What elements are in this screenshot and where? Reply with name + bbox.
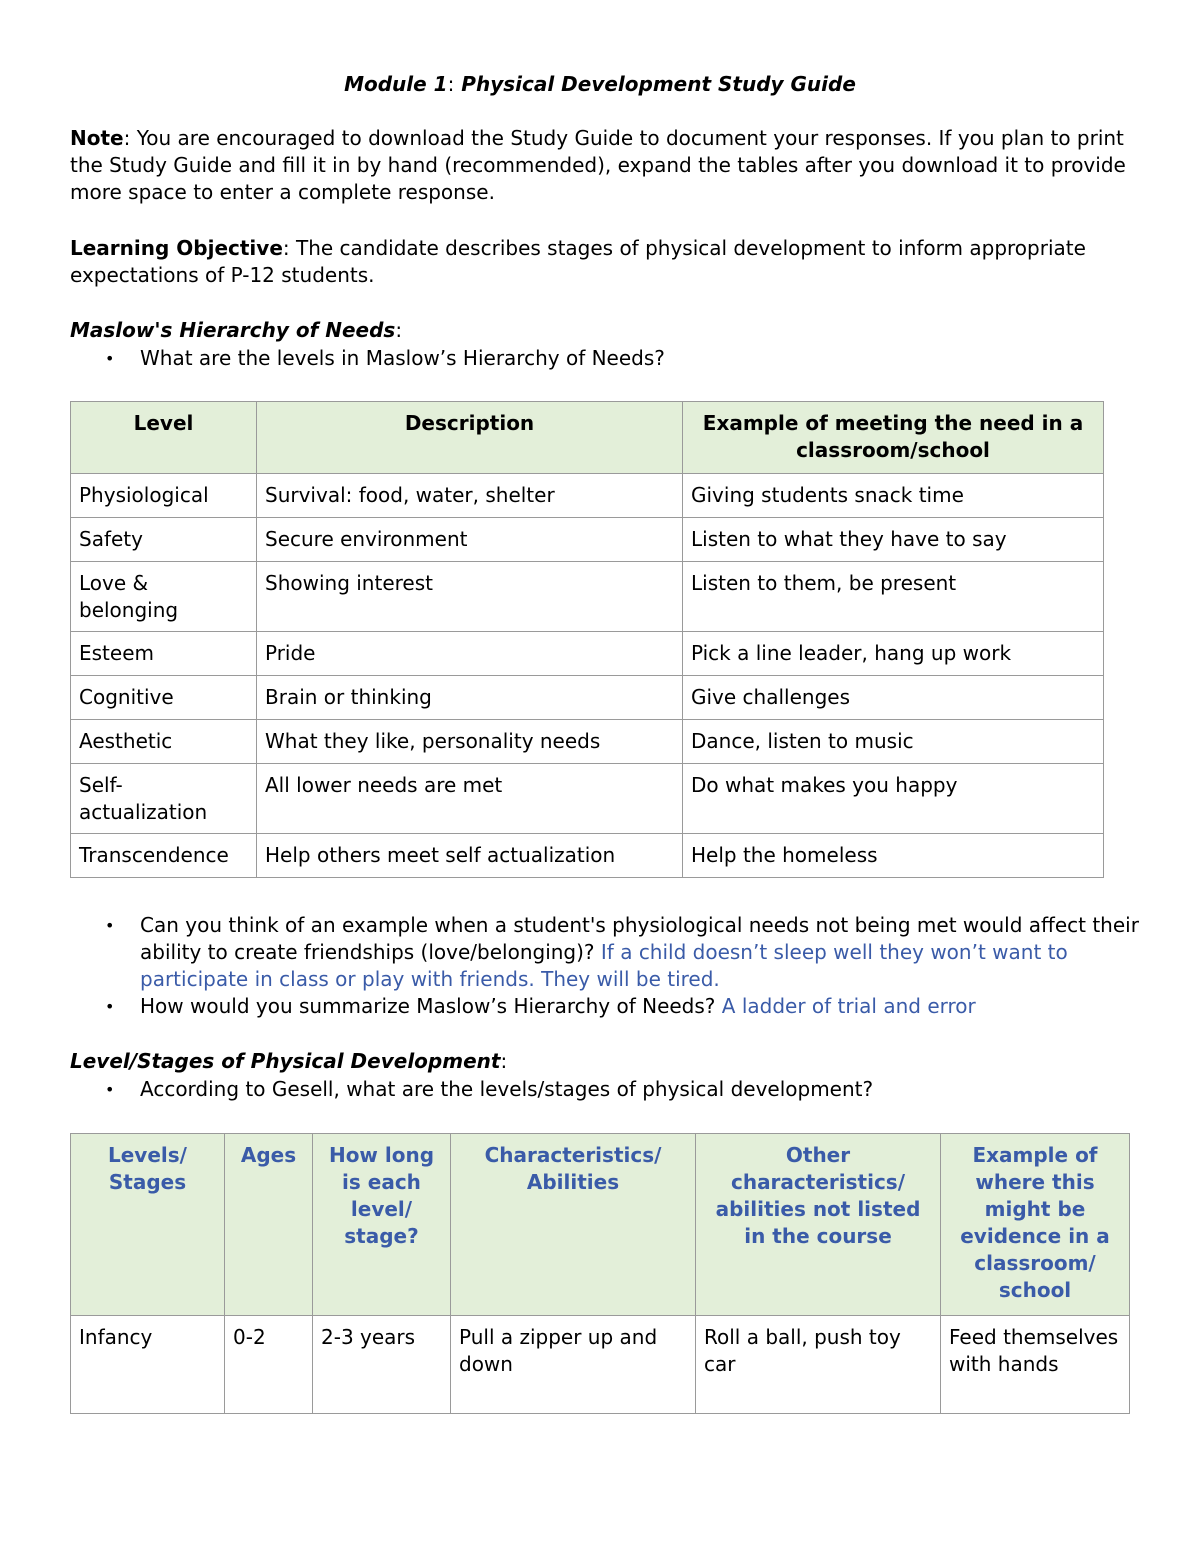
bullet-icon: •	[105, 349, 115, 368]
stage-other-cell: Roll a ball, push toy car	[696, 1316, 941, 1414]
stage-example-cell: Feed themselves with hands	[941, 1316, 1130, 1414]
title-rest: Physical Development Study Guide	[454, 72, 856, 96]
objective-paragraph	[70, 235, 1140, 289]
stage-characteristics-cell: Pull a zipper up and down	[451, 1316, 696, 1414]
maslow-example-cell: Giving students snack time	[683, 474, 1104, 518]
table-row	[71, 1316, 1130, 1414]
table-row	[71, 720, 1104, 764]
followup-question: Can you think of an example when a student's physiological needs not being met would affect their ability to create friendships (love/belonging)?	[140, 913, 1139, 964]
stages-header-cell: Ages	[225, 1134, 313, 1316]
list-item	[70, 993, 1140, 1020]
list-item	[70, 912, 1140, 993]
maslow-level-cell: Cognitive	[71, 676, 257, 720]
maslow-level-cell: Love & belonging	[71, 562, 257, 632]
stage-ages-cell: 0-2	[225, 1316, 313, 1414]
maslow-description-cell: Survival: food, water, shelter	[257, 474, 683, 518]
maslow-example-cell: Pick a line leader, hang up work	[683, 632, 1104, 676]
followup-answer: A ladder of trial and error	[715, 994, 976, 1018]
stages-question-list	[70, 1076, 1140, 1103]
maslow-description-cell: Pride	[257, 632, 683, 676]
list-item	[70, 1076, 1140, 1103]
maslow-table-header-row	[71, 402, 1104, 474]
maslow-section-heading	[70, 317, 1140, 344]
maslow-level-cell: Transcendence	[71, 834, 257, 878]
note-paragraph	[70, 125, 1140, 206]
table-row	[71, 562, 1104, 632]
objective-text: : The candidate describes stages of physical development to inform appropriate expectations of P-12 students.	[70, 236, 1086, 287]
maslow-description-cell: Showing interest	[257, 562, 683, 632]
maslow-description-cell: All lower needs are met	[257, 764, 683, 834]
maslow-example-cell: Listen to what they have to say	[683, 518, 1104, 562]
stages-header-cell: Example of where this might be evidence in a classroom/ school	[941, 1134, 1130, 1316]
stages-question: According to Gesell, what are the levels/stages of physical development?	[140, 1077, 874, 1101]
maslow-heading-suffix: :	[395, 318, 403, 342]
maslow-question: What are the levels in Maslow’s Hierarchy of Needs?	[140, 346, 665, 370]
note-label: Note	[70, 126, 124, 150]
table-row	[71, 518, 1104, 562]
followup-question: How would you summarize Maslow’s Hierarchy of Needs?	[140, 994, 716, 1018]
stage-name-cell: Infancy	[71, 1316, 225, 1414]
stages-header-cell: Characteristics/ Abilities	[451, 1134, 696, 1316]
stages-table-header-row	[71, 1134, 1130, 1316]
table-row	[71, 834, 1104, 878]
maslow-example-cell: Dance, listen to music	[683, 720, 1104, 764]
maslow-example-cell: Listen to them, be present	[683, 562, 1104, 632]
maslow-description-cell: Help others meet self actualization	[257, 834, 683, 878]
title-colon: :	[447, 72, 455, 96]
bullet-icon: •	[105, 916, 115, 935]
maslow-level-cell: Physiological	[71, 474, 257, 518]
table-row	[71, 632, 1104, 676]
maslow-example-cell: Do what makes you happy	[683, 764, 1104, 834]
list-item	[70, 345, 1140, 372]
maslow-header-cell: Description	[257, 402, 683, 474]
maslow-question-list	[70, 345, 1140, 372]
bullet-icon: •	[105, 997, 115, 1016]
stages-table	[70, 1133, 1130, 1414]
stages-heading: Level/Stages of Physical Development	[70, 1049, 501, 1073]
followup-answer: If a child doesn’t sleep well they won’t want to participate in class or play with friends. They will be tired.	[140, 940, 1068, 991]
stages-header-cell: Other characteristics/ abilities not listed in the course	[696, 1134, 941, 1316]
table-row	[71, 764, 1104, 834]
bullet-icon: •	[105, 1080, 115, 1099]
maslow-description-cell: What they like, personality needs	[257, 720, 683, 764]
title-prefix: Module 1	[344, 72, 448, 96]
table-row	[71, 474, 1104, 518]
maslow-header-cell: Example of meeting the need in a classroom/school	[683, 402, 1104, 474]
maslow-example-cell: Give challenges	[683, 676, 1104, 720]
maslow-level-cell: Aesthetic	[71, 720, 257, 764]
stages-section-heading	[70, 1048, 1140, 1075]
objective-label: Learning Objective	[70, 236, 283, 260]
maslow-level-cell: Self-actualization	[71, 764, 257, 834]
maslow-header-cell: Level	[71, 402, 257, 474]
maslow-description-cell: Secure environment	[257, 518, 683, 562]
note-text: : You are encouraged to download the Study Guide to document your responses. If you plan to print the Study Guide and fill it in by hand (recommended), expand the tables after you download it to provide more space to enter a complete response.	[70, 126, 1126, 204]
maslow-followup-list	[70, 912, 1140, 1020]
stage-duration-cell: 2-3 years	[313, 1316, 451, 1414]
maslow-table	[70, 401, 1104, 878]
maslow-heading: Maslow's Hierarchy of Needs	[70, 318, 396, 342]
maslow-description-cell: Brain or thinking	[257, 676, 683, 720]
stages-header-cell: Levels/ Stages	[71, 1134, 225, 1316]
stages-header-cell: How long is each level/ stage?	[313, 1134, 451, 1316]
maslow-level-cell: Esteem	[71, 632, 257, 676]
maslow-level-cell: Safety	[71, 518, 257, 562]
maslow-example-cell: Help the homeless	[683, 834, 1104, 878]
table-row	[71, 676, 1104, 720]
stages-heading-suffix: :	[500, 1049, 508, 1073]
page-title	[0, 71, 1200, 98]
